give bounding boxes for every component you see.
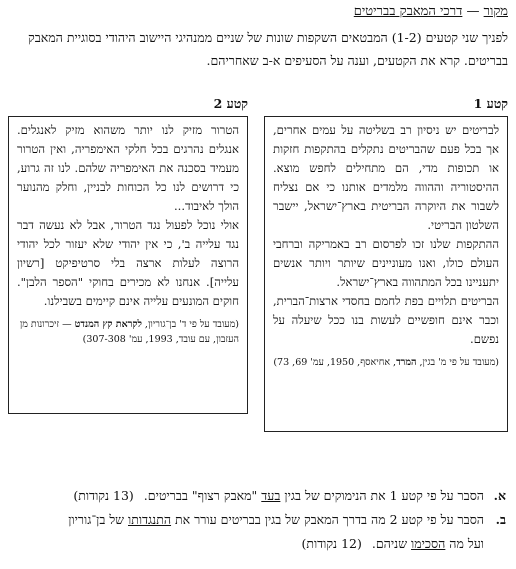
question-points: (12 נקודות) (301, 536, 362, 551)
passage-1-heading: קטע 1 (473, 96, 508, 111)
question-emphasis: התנגדותו (128, 512, 172, 527)
citation-book: המרד (396, 357, 417, 368)
passage-2-paragraph: הטרור מזיק לנו יותר משהוא מזיק לאנגלים. אנגלים נהרגים בכל חלקי האימפריה, ואין הטרור מעמיד בסכנה את האימפריה שלהם. לנו זה גרוע, כי דרושים לנו כל הכוחות לבניין, וחלק מהנוער הולך לאיבוד... (17, 123, 239, 213)
citation-prefix: (מעובד על פי מ' בגין, (416, 357, 499, 368)
passage-2-heading: קטע 2 (213, 96, 248, 111)
citation-prefix: (מעובד על פי ד' בן־גוריון, (141, 319, 239, 330)
question-text-part: "מאבק רצוף" בבריטים. (143, 488, 262, 503)
passage-1-paragraph: הבריטים תלויים בפת לחמם בחסדי ארצות־הברית, וכבר אינם חופשיים לעשות בנו ככל שיעלה על נפשם. (273, 294, 499, 346)
question-text (10, 508, 484, 532)
intro-text: לפניך שני קטעים (1-2) המבטאים השקפות שונות של שניים ממנהיגי היישוב היהודי בסוגיית המאבק בבריטים. קרא את הקטעים, וענה על הסעיפים א-ב שאחריהם. (28, 30, 508, 68)
source-title: דרכי המאבק בבריטים (353, 4, 463, 19)
source-header (8, 3, 508, 20)
citation-suffix: — זיכרונות מן העזבון, עם עובד, 1993, עמ' 307-308) (19, 319, 239, 345)
question-text-part: הסבר על פי קטע 1 את הנימוקים של בגין (280, 488, 484, 503)
question-letter: א. (493, 488, 506, 503)
passage-1-citation (273, 355, 499, 370)
question-b-continuation (10, 532, 506, 556)
question-emphasis: הסכימו (411, 536, 446, 551)
question-emphasis: בעד (261, 488, 281, 503)
source-label: מקור (483, 4, 508, 19)
passage-2-citation (17, 317, 239, 347)
passage-1-paragraph: ההתקפות שלנו זכו לפרסום רב באמריקה וברחבי העולם כולו, ואנו מעוניינים שיותר ויותר אנשים יתעניינו בכל המתהווה בארץ־ישראל. (273, 237, 499, 289)
source-dash: — (462, 4, 484, 19)
question-letter: ב. (495, 512, 506, 527)
passage-1-paragraph: לבריטים יש ניסיון רב בשליטה על עמים אחרים, אך בכל פעם שהבריטים נתקלים בהתקפות חזקות או תכופות מדי, הם מתחילים לחפש מוצא. ההיסטוריה וההווה מלמדים אותנו כי אם נצליח לשבור את היוקרה הבריטית בארץ־ישראל, יישבר השלטון הבריטי. (273, 123, 499, 232)
question-points: (13 נקודות) (73, 488, 134, 503)
question-a (10, 484, 506, 508)
passage-2-paragraph: אולי נוכל לפעול נגד הטרור, אבל לא נעשה דבר נגד עלייה ב', כי אין יהודי שלא יעזור לכל יהודי הרוצה לעלות ארצה בלי סרטיפיקט [רשיון עלייה]. אנחנו לא מכירים בחוקי "הספר הלבן". חוקים המונעים עלייה אינם קיימים בשבילנו. (17, 218, 239, 308)
question-text-part: של בן־גוריון (68, 512, 128, 527)
question-text-part: ועל מה (445, 536, 484, 551)
passage-1-box (264, 116, 508, 432)
questions-list (10, 484, 506, 556)
question-text-part: הסבר על פי קטע 2 מה בדרך המאבק של בגין בבריטים עורר את (171, 512, 484, 527)
question-text (10, 484, 484, 508)
question-b (10, 508, 506, 532)
citation-suffix: , אחיאסף, 1950, עמ' 69, 73) (273, 357, 397, 368)
passage-2-box (8, 116, 248, 414)
citation-book: לקראת קץ המנדט (74, 319, 142, 330)
question-text-part: שניהם. (371, 536, 412, 551)
